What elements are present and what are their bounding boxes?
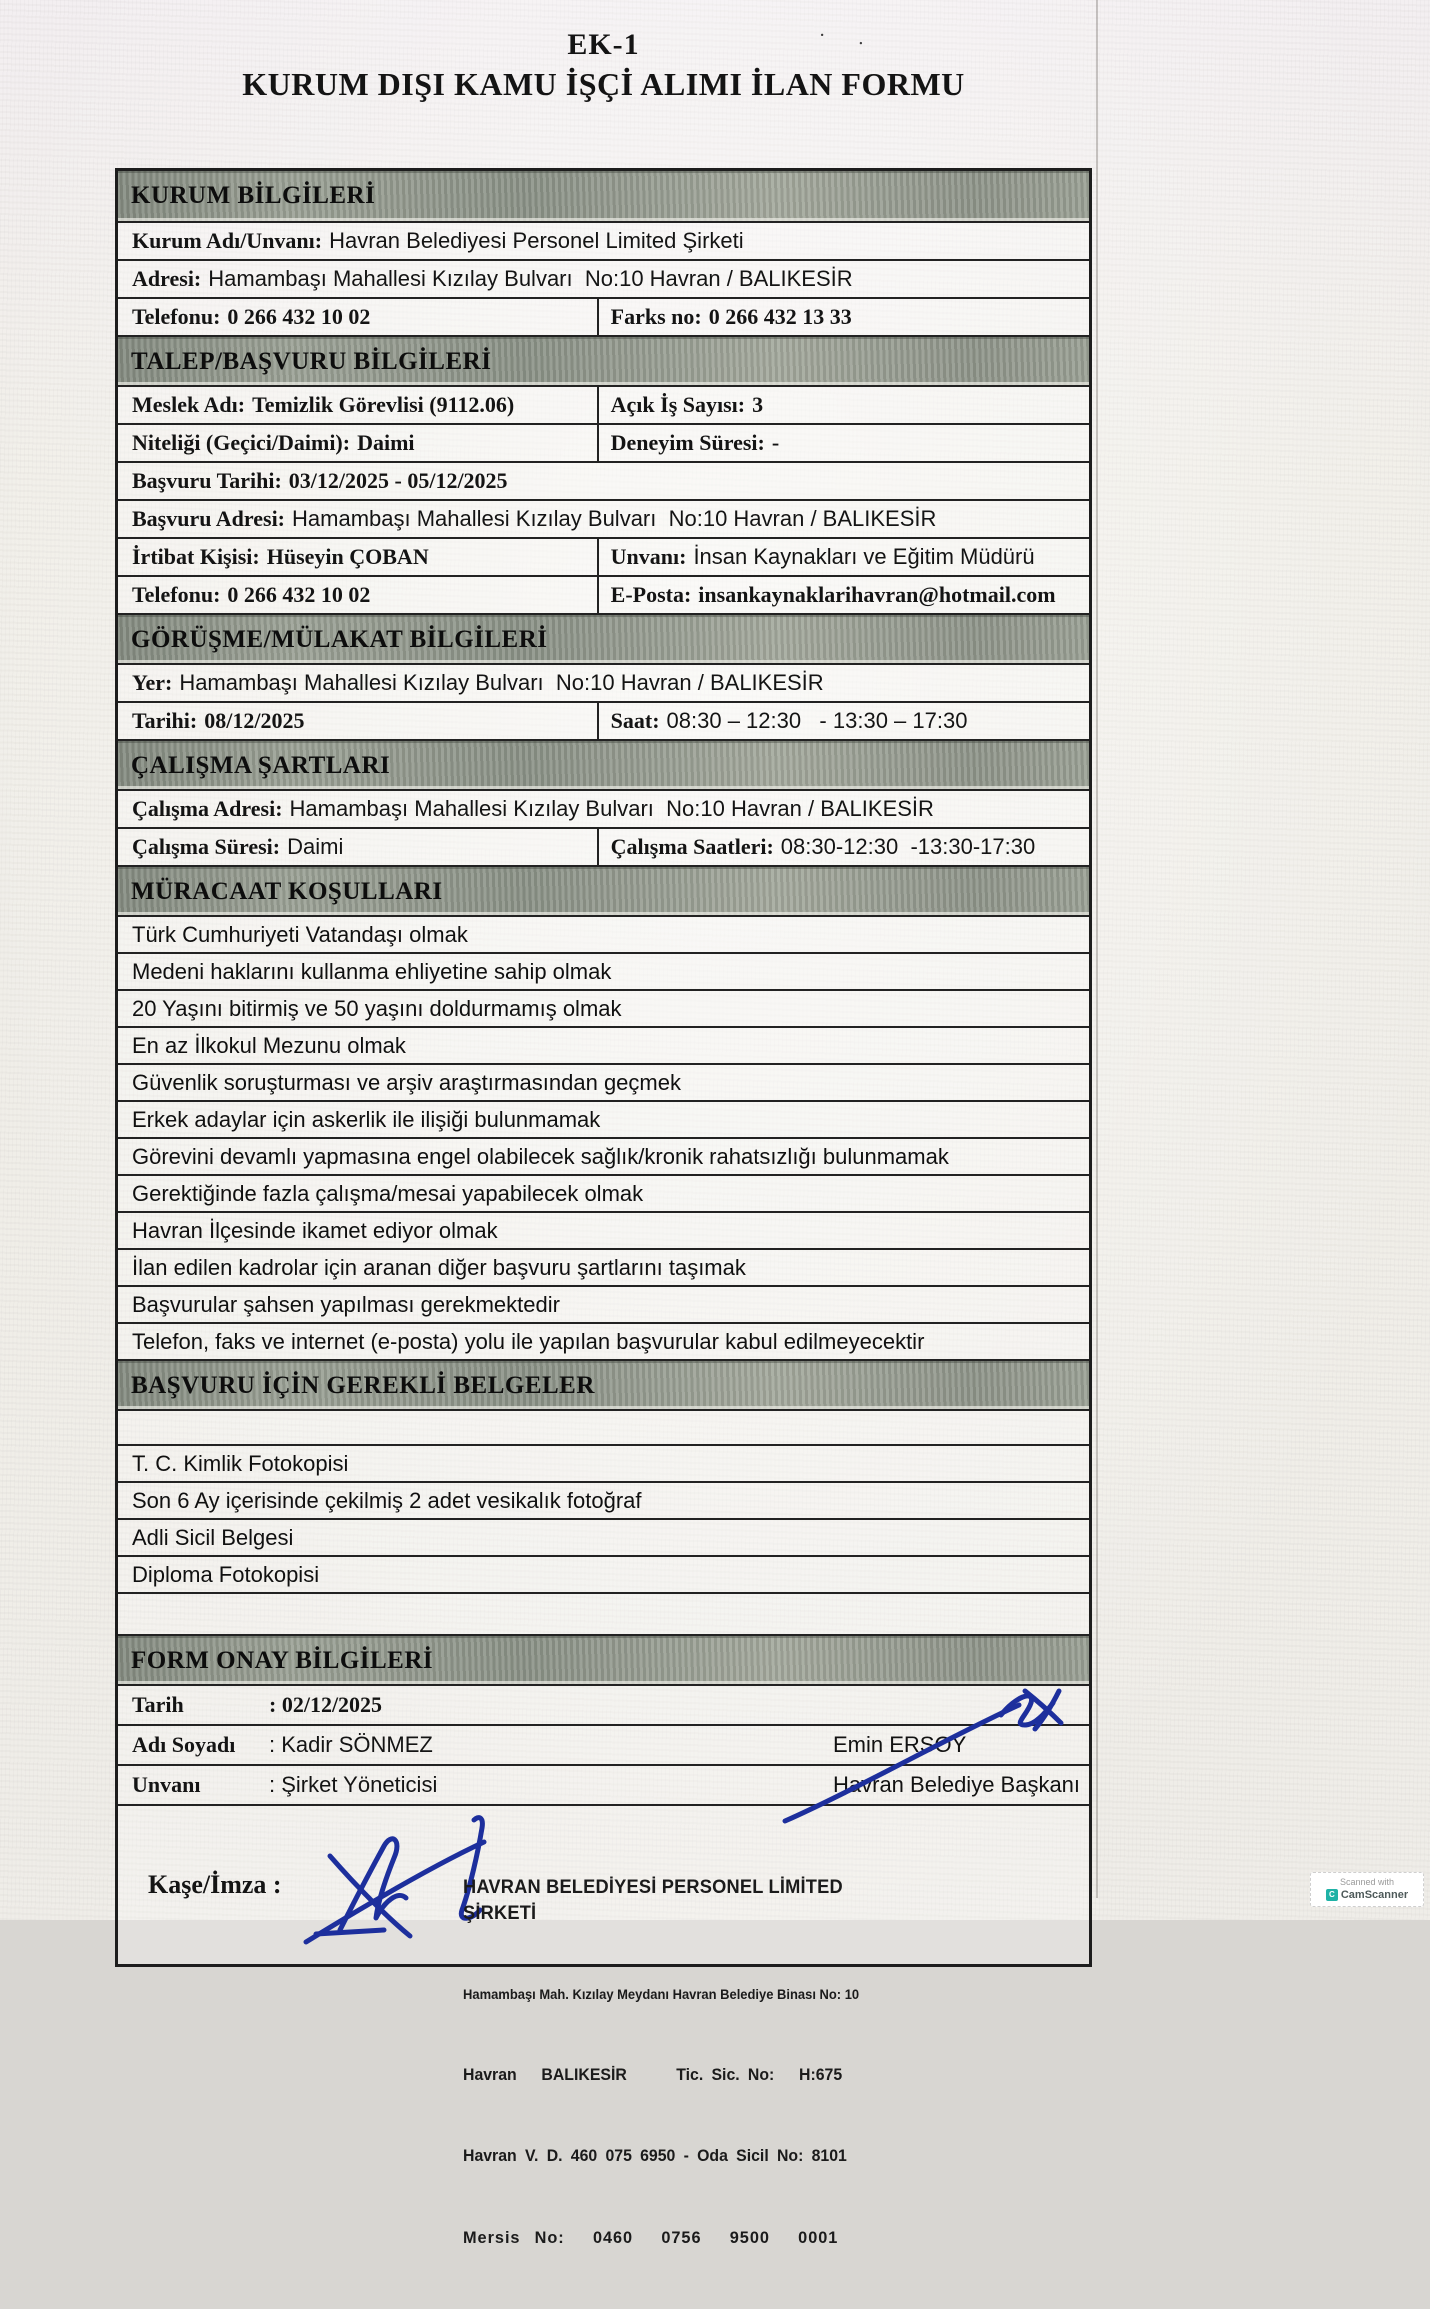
field-yer: Yer: Hamambaşı Mahallesi Kızılay Bulvarı No:10 Havran / BALIKESİR — [118, 663, 1089, 701]
list-item: Havran İlçesinde ikamet ediyor olmak — [118, 1211, 1089, 1248]
field-row-tarih-saat — [118, 701, 1089, 739]
section-header-kurum-bilgileri: KURUM BİLGİLERİ — [118, 171, 1089, 221]
field-onay-tarih: Tarih : 02/12/2025 — [118, 1684, 1089, 1724]
stamp-tax-office: Havran V. D. 460 075 6950 - Oda Sicil No: 8101 — [463, 2147, 847, 2166]
field-label: Kurum Adı/Unvanı: — [132, 228, 323, 253]
field-row-sure-saatler — [118, 827, 1089, 865]
field-telefonu: Telefonu: 0 266 432 10 02 — [118, 299, 599, 335]
field-deneyim-suresi: Deneyim Süresi: - — [610, 430, 780, 455]
approver-title: Havran Belediye Başkanı — [833, 1772, 1081, 1797]
list-item: Türk Cumhuriyeti Vatandaşı olmak — [118, 915, 1089, 952]
list-item: Medeni haklarını kullanma ehliyetine sahip olmak — [118, 952, 1089, 989]
stamp-address: Hamambaşı Mah. Kızılay Meydanı Havran Belediye Binası No: 10 — [463, 1987, 860, 2003]
stamp-mersis-no: Mersis No: 0460 0756 9500 0001 — [463, 2227, 839, 2247]
stamp-company-name: HAVRAN BELEDİYESİ PERSONEL LİMİTED ŞİRKETİ — [463, 1877, 849, 1925]
field-saat: Saat: 08:30 – 12:30 - 13:30 – 17:30 — [610, 708, 968, 733]
field-onay-unvani: Unvanı : Şirket Yöneticisi Havran Belediye Başkanı — [118, 1764, 1089, 1804]
field-tarihi: Tarihi: 08/12/2025 — [118, 703, 599, 739]
list-item: Son 6 Ay içerisinde çekilmiş 2 adet vesikalık fotoğraf — [118, 1481, 1089, 1518]
list-item: Başvurular şahsen yapılması gerekmektedir — [118, 1285, 1089, 1322]
section-header-form-onay: FORM ONAY BİLGİLERİ — [118, 1634, 1089, 1684]
field-label: Adresi: — [132, 266, 202, 291]
field-row-nitelik-deneyim — [118, 423, 1089, 461]
camscanner-badge — [1310, 1872, 1424, 1907]
section-header-calisma-sartlari: ÇALIŞMA ŞARTLARI — [118, 739, 1089, 789]
scan-edge-artifact — [1096, 0, 1098, 1898]
field-acik-is-sayisi: Açık İş Sayısı: 3 — [610, 392, 764, 417]
list-item: Telefon, faks ve internet (e-posta) yolu ile yapılan başvurular kabul edilmeyecektir — [118, 1322, 1089, 1359]
field-basvuru-tarihi: Başvuru Tarihi: 03/12/2025 - 05/12/2025 — [118, 461, 1089, 499]
field-onay-adi-soyadi: Adı Soyadı : Kadir SÖNMEZ Emin ERSOY — [118, 1724, 1089, 1764]
doc-code: EK-1 — [567, 28, 640, 61]
list-item: Adli Sicil Belgesi — [118, 1518, 1089, 1555]
list-item: Erkek adaylar için askerlik ile ilişiği bulunmamak — [118, 1100, 1089, 1137]
section-header-gorusme-mulakat: GÖRÜŞME/MÜLAKAT BİLGİLERİ — [118, 613, 1089, 663]
field-calisma-suresi: Çalışma Süresi: Daimi — [118, 829, 599, 865]
empty-row — [118, 1592, 1089, 1634]
field-faks: Farks no: 0 266 432 13 33 — [610, 304, 852, 329]
field-row-telefon-faks — [118, 297, 1089, 335]
company-stamp — [463, 1816, 885, 2309]
field-value: Havran Belediyesi Personel Limited Şirketi — [329, 228, 744, 253]
field-irtibat-kisisi: İrtibat Kişisi: Hüseyin ÇOBAN — [118, 539, 599, 575]
page-title: KURUM DIŞI KAMU İŞÇİ ALIMI İLAN FORMU — [242, 66, 965, 102]
camscanner-badge-text: Scanned with — [1339, 1877, 1395, 1887]
field-telefonu-2: Telefonu: 0 266 432 10 02 — [118, 577, 599, 613]
stamp-trade-registry: Havran BALIKESİR Tic. Sic. No: H:675 — [463, 2065, 843, 2084]
section-header-muracaat-kosullari: MÜRACAAT KOŞULLARI — [118, 865, 1089, 915]
approver-name: Emin ERSOY — [833, 1732, 967, 1757]
ink-dots-artifact: · · — [816, 23, 881, 59]
form-table — [115, 168, 1092, 2247]
list-item: Diploma Fotokopisi — [118, 1555, 1089, 1592]
field-kurum-adi — [118, 221, 1089, 259]
field-calisma-adresi: Çalışma Adresi: Hamambaşı Mahallesi Kızılay Bulvarı No:10 Havran / BALIKESİR — [118, 789, 1089, 827]
list-item: En az İlkokul Mezunu olmak — [118, 1026, 1089, 1063]
field-eposta: E-Posta: insankaynaklarihavran@hotmail.com — [610, 582, 1056, 607]
field-row-telefon-eposta — [118, 575, 1089, 613]
field-adresi — [118, 259, 1089, 297]
field-row-irtibat-unvan — [118, 537, 1089, 575]
field-unvani: Unvanı: İnsan Kaynakları ve Eğitim Müdürü — [610, 544, 1035, 569]
section-header-talep-basvuru: TALEP/BAŞVURU BİLGİLERİ — [118, 335, 1089, 385]
field-niteligi: Niteliği (Geçici/Daimi): Daimi — [118, 425, 599, 461]
field-value: Hamambaşı Mahallesi Kızılay Bulvarı No:10 Havran / BALIKESİR — [208, 266, 853, 291]
field-meslek-adi: Meslek Adı: Temizlik Görevlisi (9112.06) — [118, 387, 599, 423]
list-item: İlan edilen kadrolar için aranan diğer başvuru şartlarını taşımak — [118, 1248, 1089, 1285]
camscanner-name: CamScanner — [1340, 1889, 1409, 1901]
field-basvuru-adresi: Başvuru Adresi: Hamambaşı Mahallesi Kızılay Bulvarı No:10 Havran / BALIKESİR — [118, 499, 1089, 537]
kase-imza-label: Kaşe/İmza : — [148, 1870, 282, 1899]
list-item: Güvenlik soruşturması ve arşiv araştırmasından geçmek — [118, 1063, 1089, 1100]
camscanner-icon: C — [1326, 1889, 1338, 1901]
field-calisma-saatleri: Çalışma Saatleri: 08:30-12:30 -13:30-17:30 — [610, 834, 1036, 859]
list-item: Görevini devamlı yapmasına engel olabilecek sağlık/kronik rahatsızlığı bulunmamak — [118, 1137, 1089, 1174]
field-kase-imza — [118, 1804, 1089, 2247]
section-header-gerekli-belgeler: BAŞVURU İÇİN GEREKLİ BELGELER — [118, 1359, 1089, 1409]
list-item: Gerektiğinde fazla çalışma/mesai yapabilecek olmak — [118, 1174, 1089, 1211]
empty-row — [118, 1409, 1089, 1444]
list-item: T. C. Kimlik Fotokopisi — [118, 1444, 1089, 1481]
list-item: 20 Yaşını bitirmiş ve 50 yaşını doldurmamış olmak — [118, 989, 1089, 1026]
field-row-meslek-acikis — [118, 385, 1089, 423]
document-header — [115, 28, 1092, 103]
